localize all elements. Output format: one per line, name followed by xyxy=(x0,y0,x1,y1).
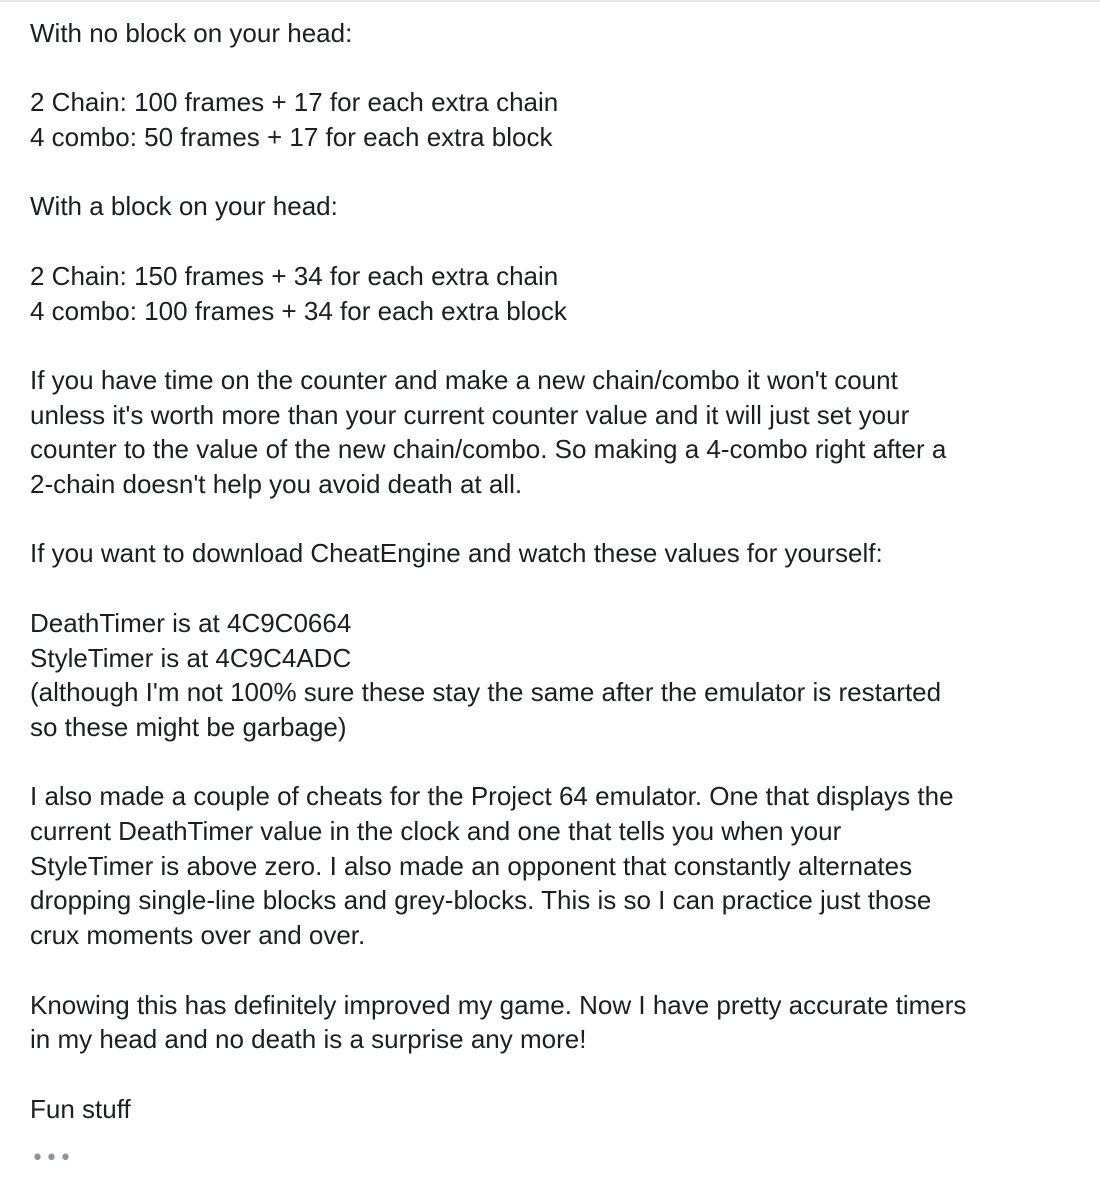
paragraph xyxy=(30,606,1090,745)
paragraph xyxy=(30,779,1090,953)
paragraph xyxy=(30,363,1090,502)
text-line: current DeathTimer value in the clock and one that tells you when your xyxy=(30,816,842,847)
paragraph xyxy=(30,988,1090,1057)
paragraph xyxy=(30,259,1090,328)
post-body xyxy=(30,16,1090,1161)
more-options-icon[interactable]: ••• xyxy=(31,1146,73,1171)
text-line: dropping single-line blocks and grey-blocks. This is so I can practice just those xyxy=(30,885,932,916)
paragraph xyxy=(30,1092,1090,1127)
text-line: I also made a couple of cheats for the Project 64 emulator. One that displays the xyxy=(30,781,954,812)
text-line: With no block on your head: xyxy=(30,18,353,48)
text-line: so these might be garbage) xyxy=(30,711,347,742)
text-line: 2-chain doesn't help you avoid death at all. xyxy=(30,469,523,500)
text-line: counter to the value of the new chain/combo. So making a 4-combo right after a xyxy=(30,434,947,465)
paragraph xyxy=(30,85,1090,154)
text-line: 4 combo: 100 frames + 34 for each extra block xyxy=(30,295,567,326)
text-line: in my head and no death is a surprise any more! xyxy=(30,1024,587,1055)
text-line: Knowing this has definitely improved my game. Now I have pretty accurate timers xyxy=(30,989,967,1020)
paragraph xyxy=(30,189,1090,224)
text-line: Fun stuff xyxy=(30,1093,131,1124)
text-line: unless it's worth more than your current counter value and it will just set your xyxy=(30,399,910,430)
text-line: If you have time on the counter and make a new chain/combo it won't count xyxy=(30,364,898,395)
text-line: crux moments over and over. xyxy=(30,920,366,951)
text-line: 2 Chain: 100 frames + 17 for each extra chain xyxy=(30,87,559,118)
text-line: If you want to download CheatEngine and watch these values for yourself: xyxy=(30,538,883,569)
text-line: 2 Chain: 150 frames + 34 for each extra chain xyxy=(30,260,559,291)
top-divider xyxy=(0,0,1100,2)
text-line: StyleTimer is at 4C9C4ADC xyxy=(30,642,352,673)
paragraph xyxy=(30,16,1090,51)
paragraph xyxy=(30,536,1090,571)
text-line: DeathTimer is at 4C9C0664 xyxy=(30,607,352,638)
text-line: (although I'm not 100% sure these stay the same after the emulator is restarted xyxy=(30,677,942,708)
text-line: 4 combo: 50 frames + 17 for each extra block xyxy=(30,122,553,153)
text-line: StyleTimer is above zero. I also made an opponent that constantly alternates xyxy=(30,850,913,881)
text-line: With a block on your head: xyxy=(30,191,338,222)
